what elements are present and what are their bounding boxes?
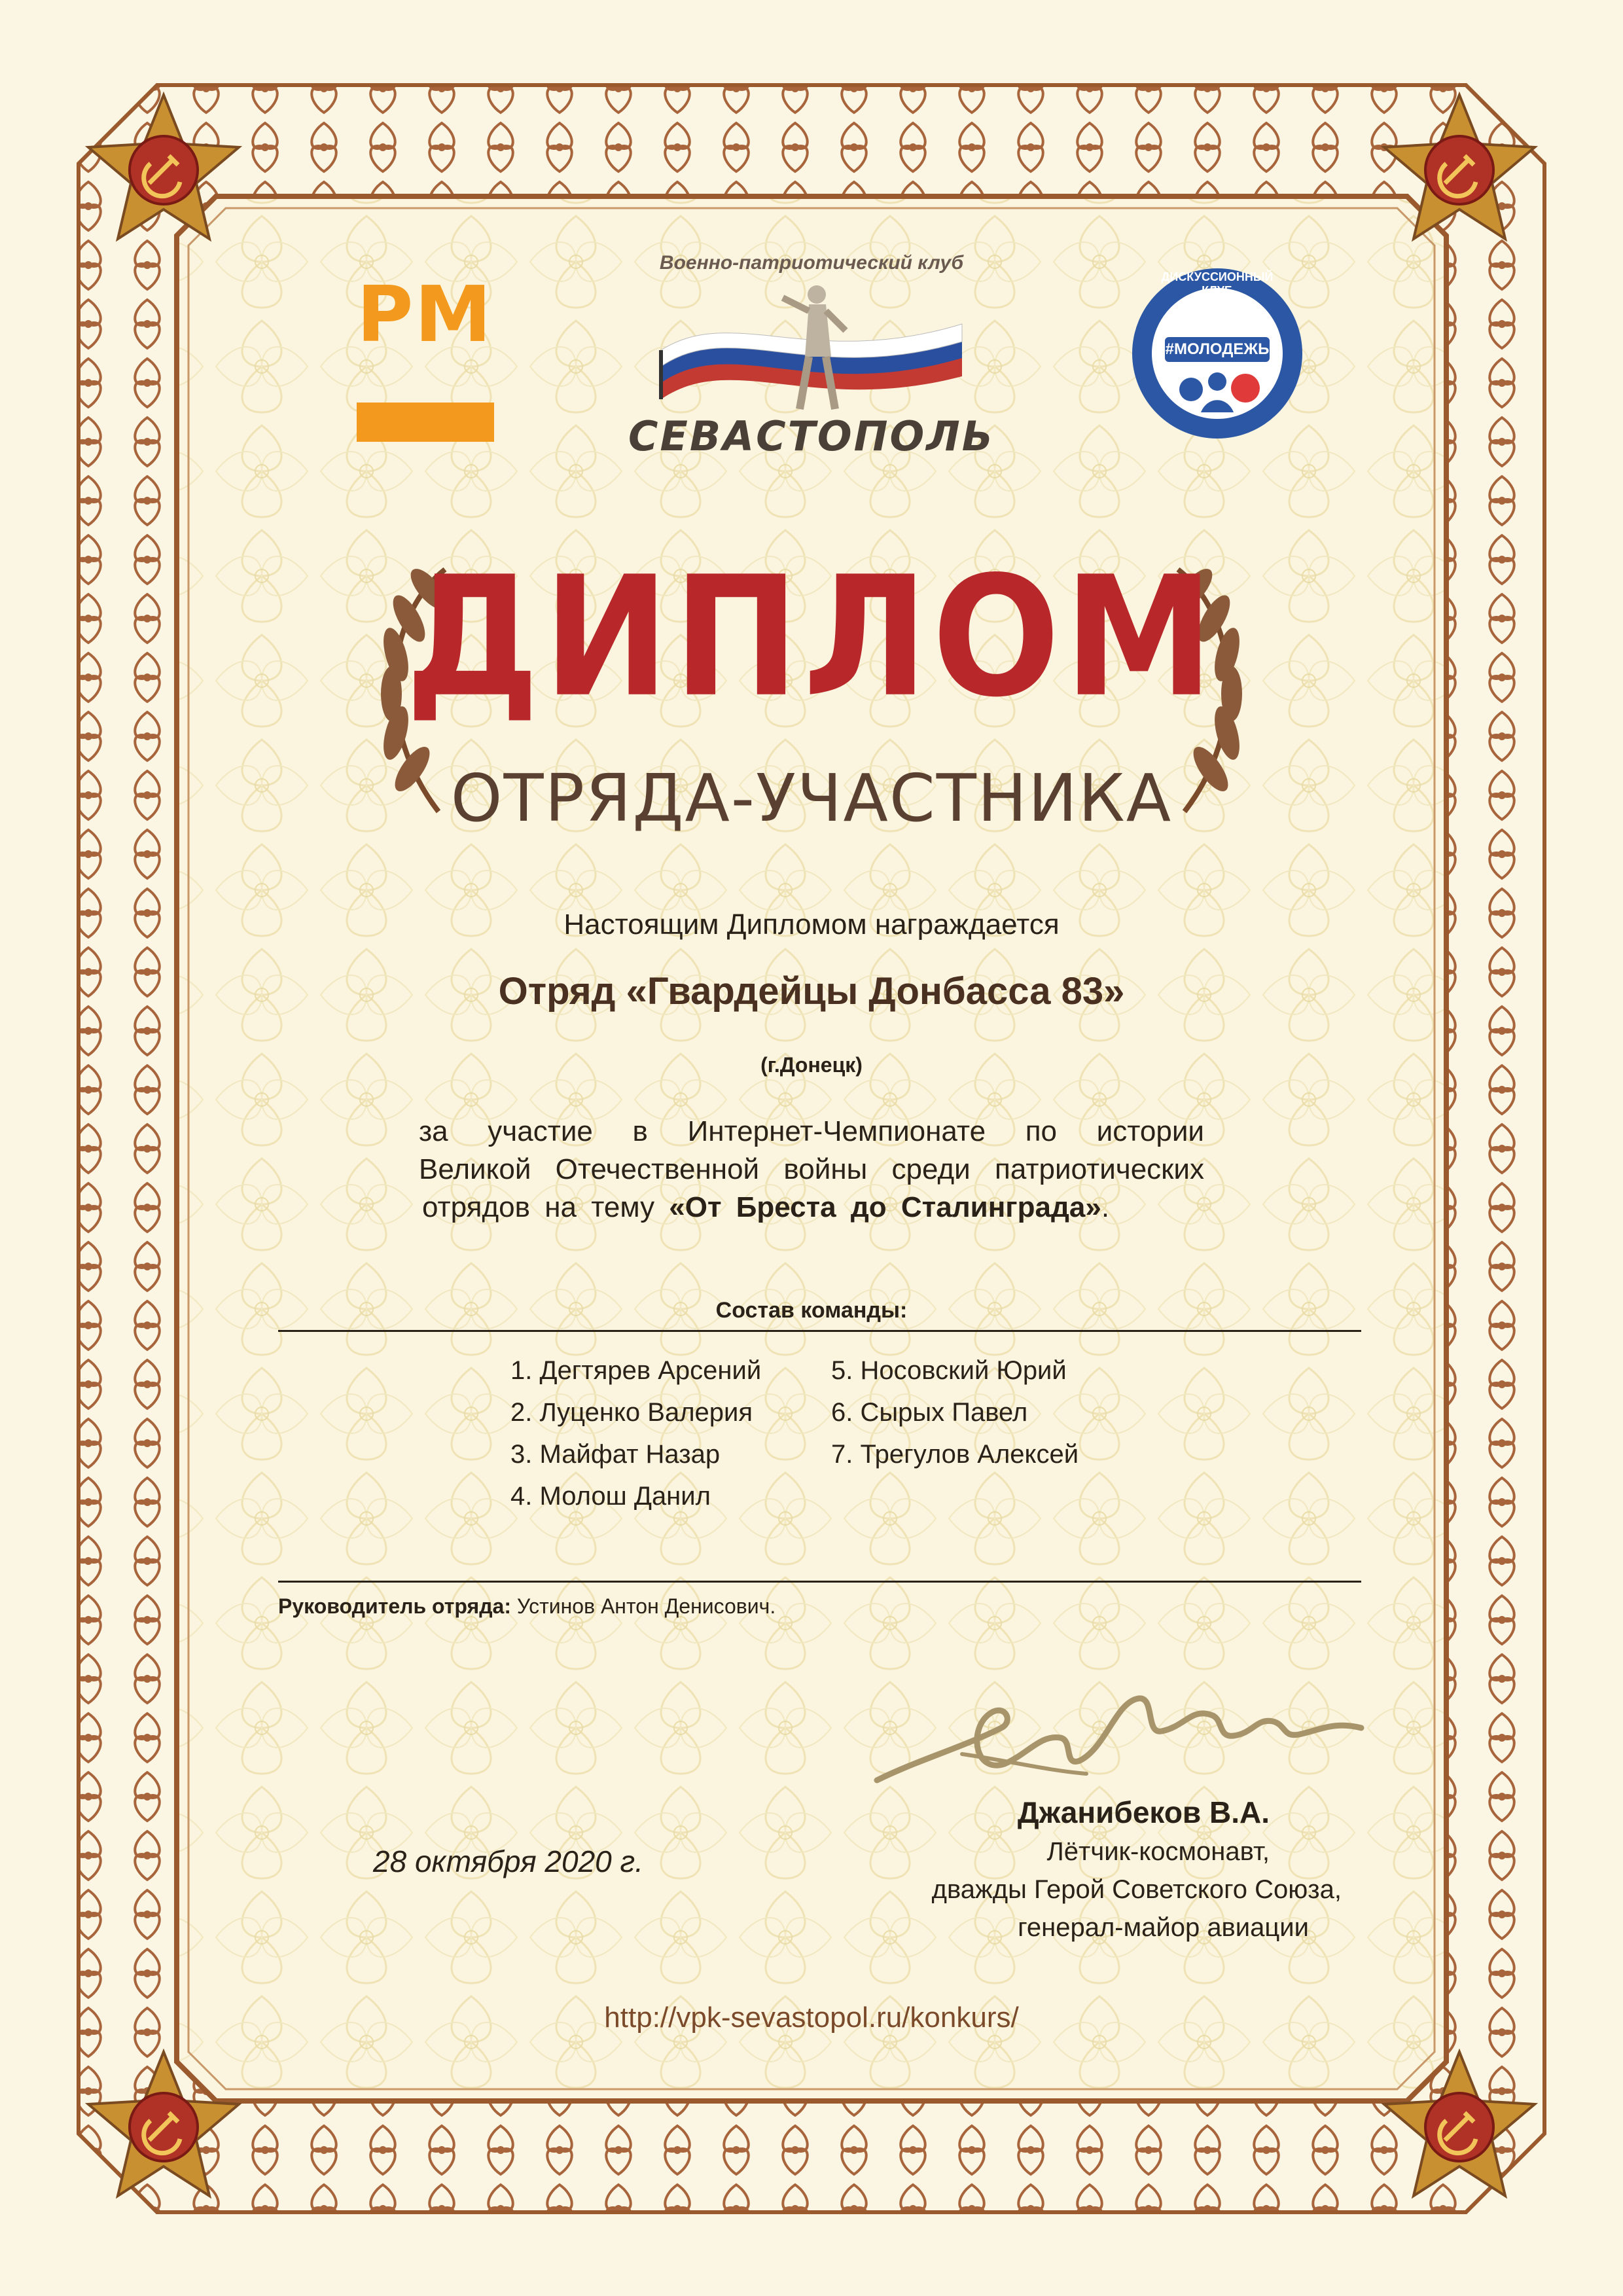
diploma-date: 28 октября 2020 г. — [373, 1844, 644, 1878]
reason-line-2: Великой Отечественной войны среди патриотических — [419, 1153, 1204, 1185]
team-city: (г.Донецк) — [760, 1053, 863, 1077]
reason-line-3-suffix: . — [1101, 1191, 1110, 1223]
team-member: 5. Носовский Юрий — [831, 1356, 1067, 1385]
rm-logo — [357, 269, 501, 455]
rm-logo-text: РМ — [357, 269, 493, 359]
diploma-subtitle: ОТРЯДА-УЧАСТНИКА — [450, 760, 1173, 836]
leader-line — [278, 1592, 776, 1621]
team-member: 2. Луценко Валерия — [510, 1398, 753, 1427]
reason-line-3-prefix: отрядов на тему — [422, 1191, 669, 1223]
team-member: 4. Молош Данил — [510, 1482, 711, 1511]
signatory-block — [890, 1792, 1387, 1946]
team-heading: Состав команды: — [715, 1298, 908, 1323]
discussion-club-badge — [1129, 265, 1306, 442]
flag-soldier-emblem-icon — [654, 278, 969, 422]
reason-paragraph — [419, 1113, 1204, 1227]
leader-name: Устинов Антон Денисович. — [516, 1594, 776, 1618]
signatory-title-2: дважды Герой Советского Союза, — [931, 1875, 1342, 1904]
signatory-name: Джанибеков В.А. — [1017, 1795, 1270, 1829]
leader-label: Руководитель отряда: — [278, 1594, 511, 1618]
team-name: Отряд «Гвардейцы Донбасса 83» — [498, 970, 1125, 1013]
rm-logo-bar — [357, 403, 494, 442]
contest-theme: «От Бреста до Сталинграда» — [669, 1191, 1101, 1223]
signature-icon — [864, 1676, 1387, 1806]
team-member: 1. Дегтярев Арсений — [510, 1356, 762, 1385]
divider-bottom — [278, 1581, 1361, 1583]
team-member: 3. Майфат Назар — [510, 1440, 721, 1469]
hammer-sickle-star-icon — [85, 2049, 242, 2206]
hammer-sickle-star-icon — [85, 92, 242, 249]
club-logo-caption: Военно-патриотический клуб — [659, 252, 964, 274]
signatory-title-3: генерал-майор авиации — [1018, 1913, 1309, 1942]
club-logo — [628, 252, 995, 468]
divider-top — [278, 1330, 1361, 1332]
team-member: 6. Сырых Павел — [831, 1398, 1028, 1427]
hammer-sickle-star-icon — [1381, 2049, 1538, 2206]
awarded-line: Настоящим Дипломом награждается — [563, 908, 1060, 941]
team-member: 7. Трегулов Алексей — [831, 1440, 1079, 1469]
diploma-title: ДИПЛОМ — [405, 541, 1218, 734]
badge-arc-text: ДИСКУССИОННЫЙ КЛУБ — [1161, 270, 1274, 297]
club-logo-name: СЕВАСТОПОЛЬ — [628, 412, 995, 460]
badge-tag: #МОЛОДЕЖЬ — [1165, 340, 1270, 358]
reason-line-1: за участие в Интернет-Чемпионате по истории — [419, 1115, 1204, 1147]
hammer-sickle-star-icon — [1381, 92, 1538, 249]
reason-line-3 — [419, 1189, 1204, 1227]
signatory-title-1: Лётчик-космонавт, — [1046, 1837, 1270, 1866]
contest-url: http://vpk-sevastopol.ru/konkurs/ — [604, 2001, 1019, 2034]
